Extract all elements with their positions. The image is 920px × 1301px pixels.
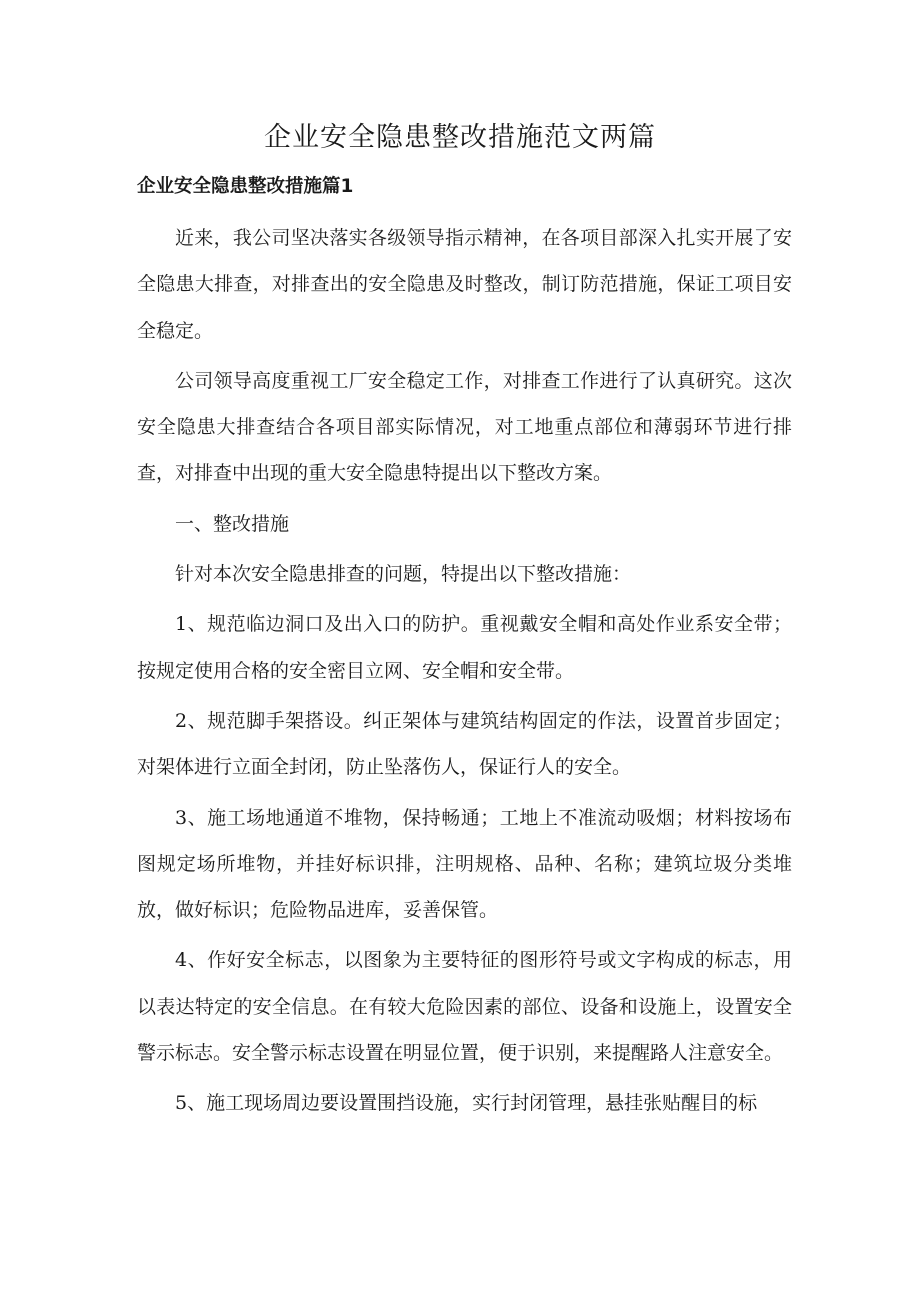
- paragraph: 近来，我公司坚决落实各级领导指示精神，在各项目部深入扎实开展了安全隐患大排查，对排查出的安全隐患及时整改，制订防范措施，保证工项目安全稳定。: [137, 227, 792, 342]
- section-heading: 企业安全隐患整改措施篇1: [137, 176, 354, 197]
- subsection-heading: 一、整改措施: [175, 512, 290, 535]
- document-title: 企业安全隐患整改措施范文两篇: [264, 122, 656, 153]
- list-item: 1、规范临边洞口及出入口的防护。重视戴安全帽和高处作业系安全带；按规定使用合格的安全密目立网、安全帽和安全带。: [137, 613, 792, 682]
- list-item: 2、规范脚手架搭设。纠正架体与建筑结构固定的作法，设置首步固定；对架体进行立面全封闭，防止坠落伤人，保证行人的安全。: [137, 709, 792, 779]
- document-body: [137, 215, 792, 1131]
- list-item: 3、施工场地通道不堆物，保持畅通；工地上不准流动吸烟；材料按场布图规定场所堆物，并挂好标识排，注明规格、品种、名称；建筑垃圾分类堆放，做好标识；危险物品进库，妥善保管。: [137, 806, 792, 922]
- list-item: 4、作好安全标志，以图象为主要特征的图形符号或文字构成的标志，用以表达特定的安全信息。在有较大危险因素的部位、设备和设施上，设置安全警示标志。安全警示标志设置在明显位置，便于识别，来提醒路人注意安全。: [137, 949, 792, 1065]
- list-item: 5、施工现场周边要设置围挡设施，实行封闭管理，悬挂张贴醒目的标: [175, 1092, 758, 1115]
- paragraph: 公司领导高度重视工厂安全稳定工作，对排查工作进行了认真研究。这次安全隐患大排查结合各项目部实际情况，对工地重点部位和薄弱环节进行排查，对排查中出现的重大安全隐患特提出以下整改方案。: [137, 369, 792, 485]
- paragraph: 针对本次安全隐患排查的问题，特提出以下整改措施：: [175, 563, 632, 586]
